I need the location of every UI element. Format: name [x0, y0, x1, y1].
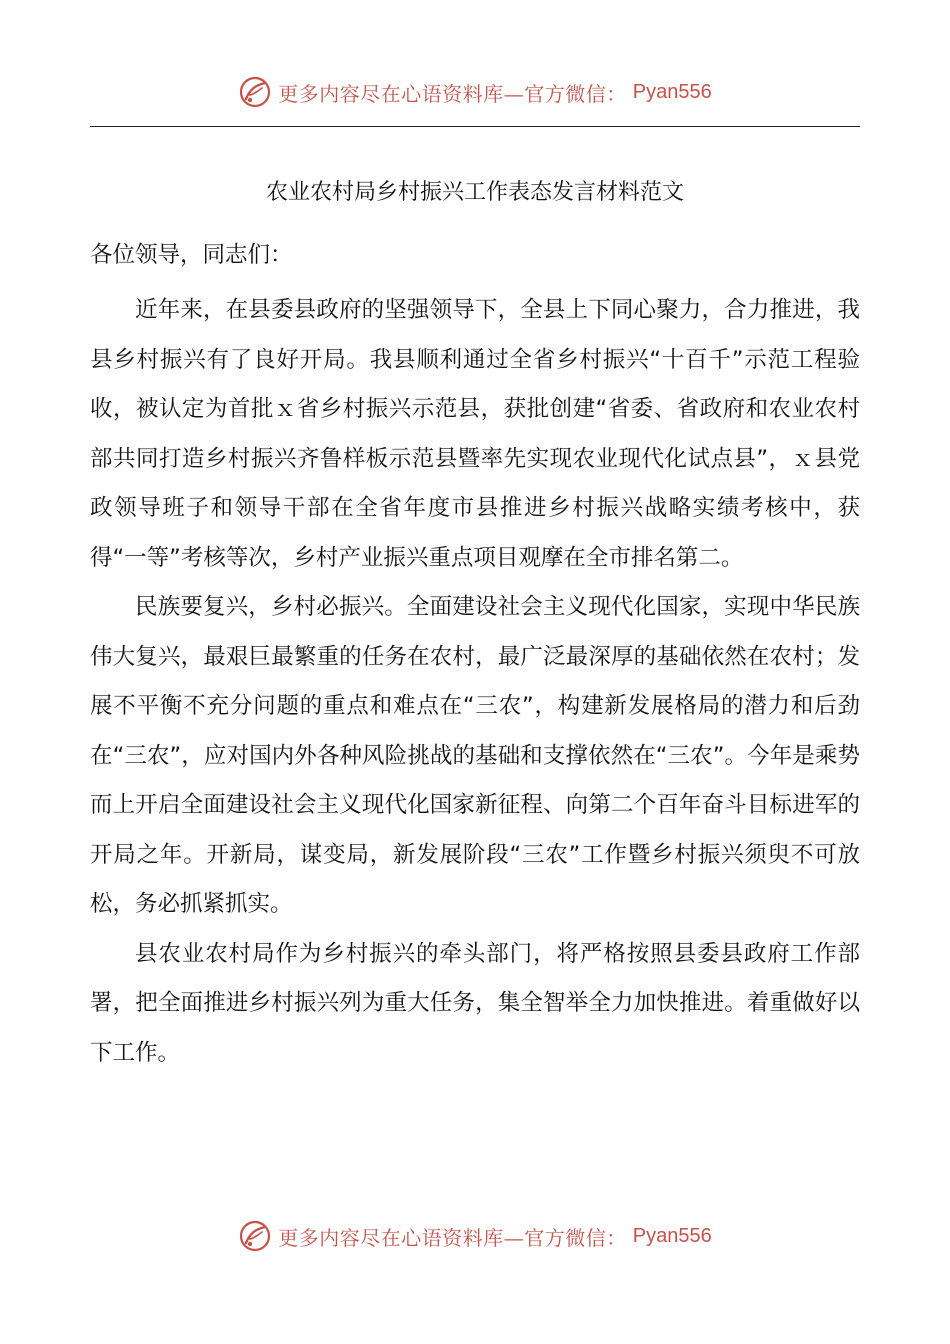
brush-logo-icon [238, 1219, 272, 1253]
paragraph: 民族要复兴，乡村必振兴。全面建设社会主义现代化国家，实现中华民族伟大复兴，最艰巨最繁重的任务在农村，最广泛最深厚的基础依然在农村；发展不平衡不充分问题的重点和难点在“三农”，构建新发展格局的潜力和后劲在“三农”，应对国内外各种风险挑战的基础和支撑依然在“三农”。今年是乘势而上开启全面建设社会主义现代化国家新征程、向第二个百年奋斗目标进军的开局之年。开新局，谋变局，新发展阶段“三农”工作暨乡村振兴须臾不可放松，务必抓紧抓实。 [90, 594, 860, 917]
watermark-footer [0, 1214, 950, 1258]
header-divider [90, 126, 860, 127]
document-body [90, 286, 860, 1078]
paragraph: 近年来，在县委县政府的坚强领导下，全县上下同心聚力，合力推进，我县乡村振兴有了良好开局。我县顺利通过全省乡村振兴“十百千”示范工程验收，被认定为首批ｘ省乡村振兴示范县，获批创建“省委、省政府和农业农村部共同打造乡村振兴齐鲁样板示范县暨率先实现农业现代化试点县”，ｘ县党政领导班子和领导干部在全省年度市县推进乡村振兴战略实绩考核中，获得“一等”考核等次，乡村产业振兴重点项目观摩在全市排名第二。 [90, 297, 860, 571]
watermark-header [0, 70, 950, 114]
paragraph: 县农业农村局作为乡村振兴的牵头部门，将严格按照县委县政府工作部署，把全面推进乡村振兴列为重大任务，集全智举全力加快推进。着重做好以下工作。 [90, 940, 860, 1066]
brush-logo-icon [238, 75, 272, 109]
watermark-text: 更多内容尽在心语资料库—官方微信： [278, 1225, 627, 1250]
watermark-text: 更多内容尽在心语资料库—官方微信： [278, 81, 627, 106]
watermark-wechat-id: Pyan556 [632, 80, 712, 103]
watermark-wechat-id: Pyan556 [632, 1224, 712, 1247]
salutation: 各位领导，同志们： [90, 242, 293, 268]
document-title: 农业农村局乡村振兴工作表态发言材料范文 [265, 180, 684, 205]
